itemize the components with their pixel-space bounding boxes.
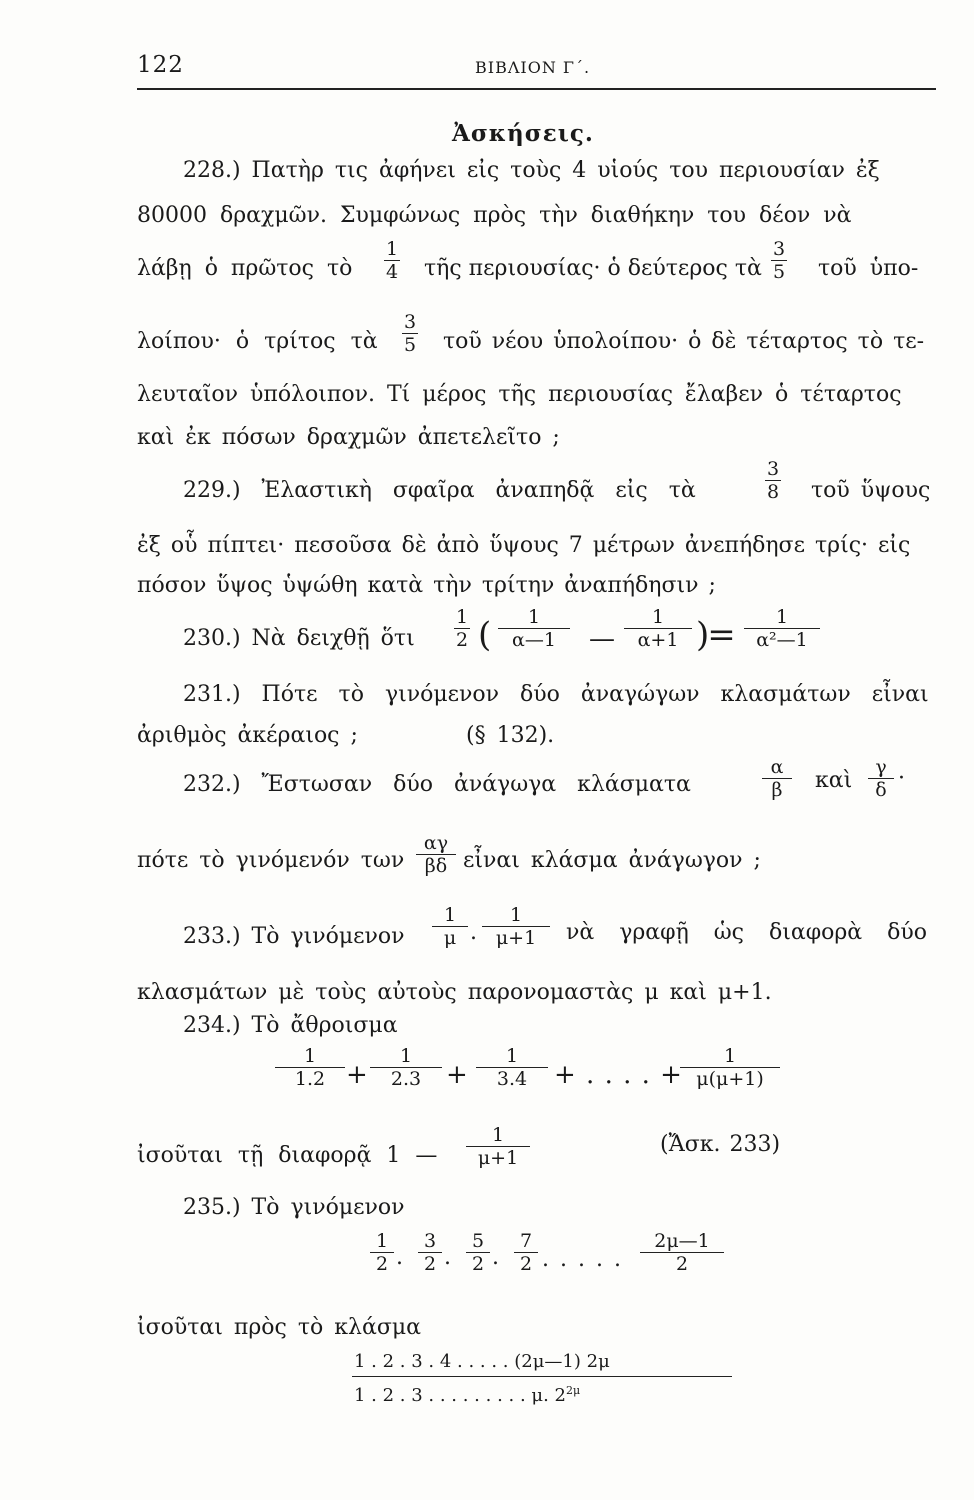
ex234-line1: 234.) Τὸ ἄθροισμα <box>183 1013 398 1038</box>
fraction-1-mu-plus-1: 1 μ+1 <box>482 904 550 949</box>
fraction-3-8: 3 8 <box>767 458 780 503</box>
fraction-7-2: 7 2 <box>514 1230 538 1275</box>
ex228-line3b: τῆς περιουσίας· ὁ δεύτερος τὰ <box>424 256 762 281</box>
ellipsis-plus: + . . . . + <box>554 1060 683 1090</box>
ex228-line5: λευταῖον ὑπόλοιπον. Τί μέρος τῆς περιουσίας ἔλαβεν ὁ τέταρτος <box>137 382 902 407</box>
ex232-line2a: πότε τὸ γινόμενόν των <box>137 848 405 873</box>
ex228-line4a: λοίπου· ὁ τρίτος τὰ <box>137 329 378 354</box>
ex232-line1: 232.) Ἔστωσαν δύο ἀνάγωγα κλάσματα <box>183 772 691 797</box>
ex229-line3: πόσον ὕψος ὑψώθη κατὰ τὴν τρίτην ἀναπήδησιν ; <box>137 573 716 598</box>
fraction-ag-bd: αγ βδ <box>416 832 456 877</box>
ex229-line1a: 229.) Ἐλαστικὴ σφαῖρα ἀναπηδᾷ εἰς τὰ <box>183 478 696 503</box>
header-rule <box>137 88 936 90</box>
ex231-line1: 231.) Πότε τὸ γινόμενον δύο ἀναγώγων κλασμάτων εἶναι <box>183 682 929 707</box>
fraction-1-mu: 1 μ <box>432 904 468 949</box>
fraction-1-over-2-3: 1 2.3 <box>370 1045 442 1090</box>
ex233-line1b: νὰ γραφῇ ὡς διαφορὰ δύο <box>566 920 928 945</box>
ex232-kai: καὶ <box>815 768 853 793</box>
plus-sign-2: + <box>446 1060 468 1090</box>
fraction-1-over-mu-plus-1-b: 1 μ+1 <box>466 1124 530 1169</box>
ex228-line6: καὶ ἐκ πόσων δραχμῶν ἀπετελεῖτο ; <box>137 425 560 450</box>
minus-sign: — <box>589 624 615 654</box>
big-fraction-denominator: 1 . 2 . 3 . . . . . . . . . μ. 2 <box>354 1385 566 1406</box>
ex234-line3: ἰσοῦται τῇ διαφορᾷ 1 — <box>137 1143 438 1168</box>
ex233-dot: . <box>470 920 477 945</box>
ex234-ref: (Ἄσκ. 233) <box>660 1132 781 1157</box>
paren-open: ( <box>478 615 492 655</box>
fraction-half: 1 2 <box>456 606 469 651</box>
ex235-line3: ἰσοῦται πρὸς τὸ κλάσμα <box>137 1315 421 1340</box>
fraction-1-over-a2-minus-1: 1 α²—1 <box>744 606 820 651</box>
fraction-1-over-3-4: 1 3.4 <box>476 1045 548 1090</box>
ex232-dot: · <box>898 766 905 791</box>
big-fraction: 1 . 2 . 3 . 4 . . . . . (2μ—1) 2μ 1 . 2 . 3 . . . . . . . . . μ. $2^{2\mu}$ <box>352 1348 732 1410</box>
fraction-gamma-delta: γ δ <box>868 756 894 801</box>
ex231-ref: (§ 132). <box>466 723 555 748</box>
exponent-2mu: 2μ <box>566 1384 581 1397</box>
dot-1: . <box>396 1245 403 1270</box>
ex229-line1b: τοῦ ὕψους <box>811 478 931 503</box>
ex228-line2: 80000 δραχμῶν. Συμφώνως πρὸς τὴν διαθήκην του δέον νὰ <box>137 203 852 228</box>
ex233-line2: κλασμάτων μὲ τοὺς αὐτοὺς παρονομαστὰς μ καὶ μ+1. <box>137 980 772 1005</box>
fraction-1-2: 1 2 <box>370 1230 394 1275</box>
fraction-1-over-a-plus-1: 1 α+1 <box>624 606 692 651</box>
fraction-3-5: 3 5 <box>773 238 786 283</box>
ex232-line2b: εἶναι κλάσμα ἀνάγωγον ; <box>463 848 761 873</box>
fraction-5-2: 5 2 <box>466 1230 490 1275</box>
running-title: ΒΙΒΛΙΟΝ Γ΄. <box>475 58 591 77</box>
ex231-line2a: ἀριθμὸς ἀκέραιος ; <box>137 723 358 748</box>
fraction-alpha-beta: α β <box>762 756 792 801</box>
ex230-label: 230.) Νὰ δειχθῇ ὅτι <box>183 626 415 651</box>
ex228-line4b: τοῦ νέου ὑπολοίπου· ὁ δὲ τέταρτος τὸ τε- <box>443 329 925 354</box>
paren-close-equals: )= <box>696 615 734 655</box>
fraction-3-2: 3 2 <box>418 1230 442 1275</box>
plus-sign-1: + <box>346 1060 368 1090</box>
fraction-1-over-a-minus-1: 1 α—1 <box>498 606 570 651</box>
ex228-line3c: τοῦ ὑπο- <box>818 256 919 281</box>
page-header <box>137 52 936 86</box>
dot-3: . <box>492 1245 499 1270</box>
ellipsis: . . . . . <box>542 1247 623 1272</box>
ex228-line1: 228.) Πατὴρ τις ἀφήνει εἰς τοὺς 4 υἱούς του περιουσίαν ἐξ <box>183 158 880 183</box>
fraction-1-4: 1 4 <box>386 238 399 283</box>
section-title: Ἀσκήσεις. <box>452 120 594 147</box>
dot-2: . <box>444 1245 451 1270</box>
page-number: 122 <box>137 52 184 78</box>
ex233-line1a: 233.) Τὸ γινόμενον <box>183 924 405 949</box>
fraction-1-over-1-2: 1 1.2 <box>275 1045 345 1090</box>
ex228-line3a: λάβῃ ὁ πρῶτος τὸ <box>137 256 353 281</box>
fraction-1-over-mu-mu-plus-1: 1 μ(μ+1) <box>680 1045 780 1090</box>
ex235-line1: 235.) Τὸ γινόμενον <box>183 1195 405 1220</box>
fraction-2mu-minus-1-over-2: 2μ—1 2 <box>640 1230 724 1275</box>
fraction-3-5-b: 3 5 <box>404 311 417 356</box>
ex229-line2: ἐξ οὗ πίπτει· πεσοῦσα δὲ ἀπὸ ὕψους 7 μέτρων ἀνεπήδησε τρίς· εἰς <box>137 533 911 558</box>
